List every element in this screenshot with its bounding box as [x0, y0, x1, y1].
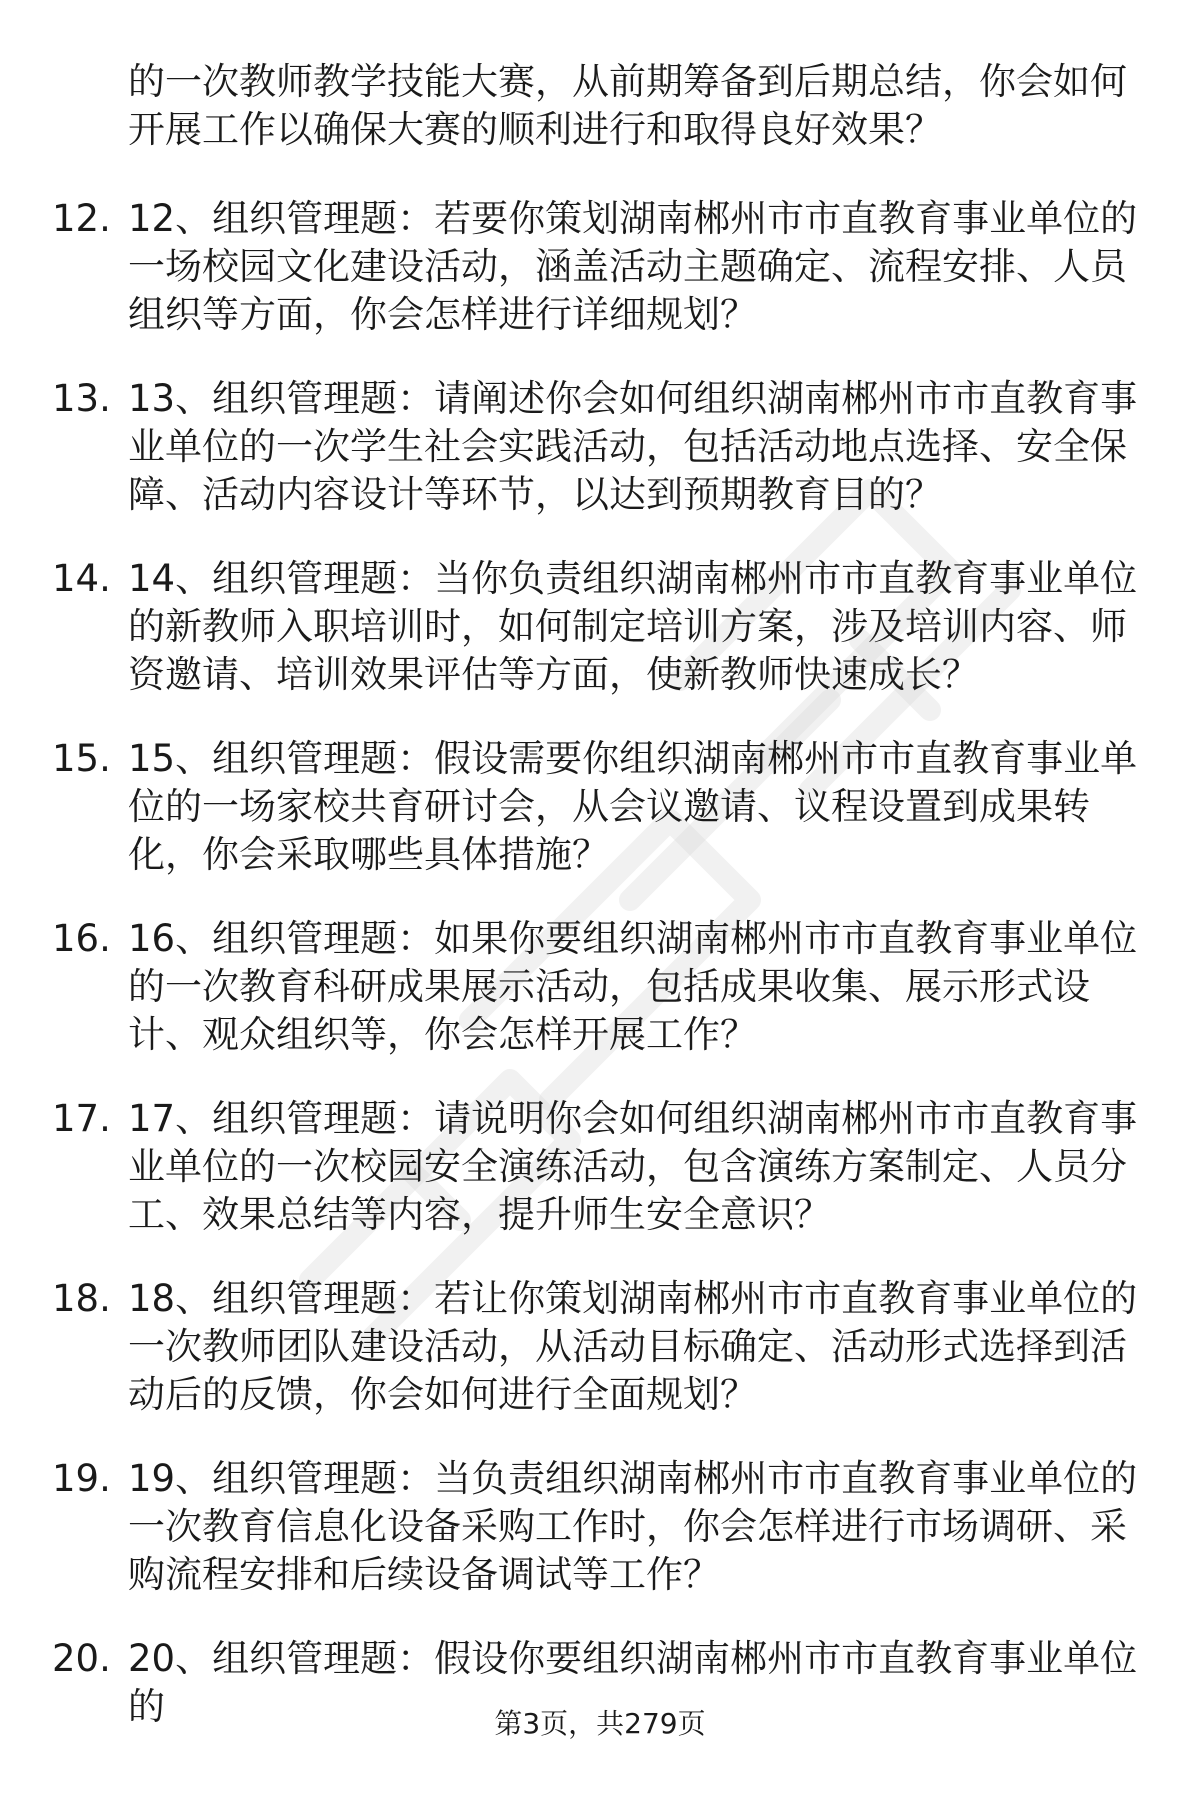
list-item — [0, 195, 1200, 375]
question-number: 13. — [52, 377, 111, 420]
question-number: 15. — [52, 737, 111, 780]
question-number: 19. — [52, 1457, 111, 1500]
question-list — [0, 195, 1200, 1815]
question-text: 17、组织管理题：请说明你会如何组织湖南郴州市市直教育事业单位的一次校园安全演练活动，包含演练方案制定、人员分工、效果总结等内容，提升师生安全意识？ — [128, 1097, 1138, 1236]
question-text: 13、组织管理题：请阐述你会如何组织湖南郴州市市直教育事业单位的一次学生社会实践活动，包括活动地点选择、安全保障、活动内容设计等环节，以达到预期教育目的？ — [128, 377, 1138, 516]
question-text: 15、组织管理题：假设需要你组织湖南郴州市市直教育事业单位的一场家校共育研讨会，从会议邀请、议程设置到成果转化，你会采取哪些具体措施？ — [128, 737, 1138, 876]
page-footer: 第3页，共279页 — [494, 1707, 706, 1740]
question-number: 16. — [52, 917, 111, 960]
list-item — [0, 1275, 1200, 1455]
question-text: 12、组织管理题：若要你策划湖南郴州市市直教育事业单位的一场校园文化建设活动，涵盖活动主题确定、流程安排、人员组织等方面，你会怎样进行详细规划？ — [128, 197, 1138, 336]
list-item — [0, 375, 1200, 555]
question-number: 18. — [52, 1277, 111, 1320]
question-text: 14、组织管理题：当你负责组织湖南郴州市市直教育事业单位的新教师入职培训时，如何制定培训方案，涉及培训内容、师资邀请、培训效果评估等方面，使新教师快速成长？ — [128, 557, 1138, 696]
question-number: 17. — [52, 1097, 111, 1140]
list-item — [0, 1095, 1200, 1275]
continued-question-text: 的一次教师教学技能大赛，从前期筹备到后期总结，你会如何开展工作以确保大赛的顺利进行和取得良好效果？ — [128, 60, 1127, 151]
list-item — [0, 915, 1200, 1095]
question-text: 20、组织管理题：假设你要组织湖南郴州市市直教育事业单位的 — [128, 1637, 1138, 1728]
question-number: 14. — [52, 557, 111, 600]
list-item — [0, 735, 1200, 915]
list-item — [0, 555, 1200, 735]
question-text: 16、组织管理题：如果你要组织湖南郴州市市直教育事业单位的一次教育科研成果展示活动，包括成果收集、展示形式设计、观众组织等，你会怎样开展工作？ — [128, 917, 1138, 1056]
question-text: 19、组织管理题：当负责组织湖南郴州市市直教育事业单位的一次教育信息化设备采购工作时，你会怎样进行市场调研、采购流程安排和后续设备调试等工作？ — [128, 1457, 1138, 1596]
list-item — [0, 1455, 1200, 1635]
question-number: 20. — [52, 1637, 111, 1680]
question-number: 12. — [52, 197, 111, 240]
question-text: 18、组织管理题：若让你策划湖南郴州市市直教育事业单位的一次教师团队建设活动，从活动目标确定、活动形式选择到活动后的反馈，你会如何进行全面规划？ — [128, 1277, 1138, 1416]
